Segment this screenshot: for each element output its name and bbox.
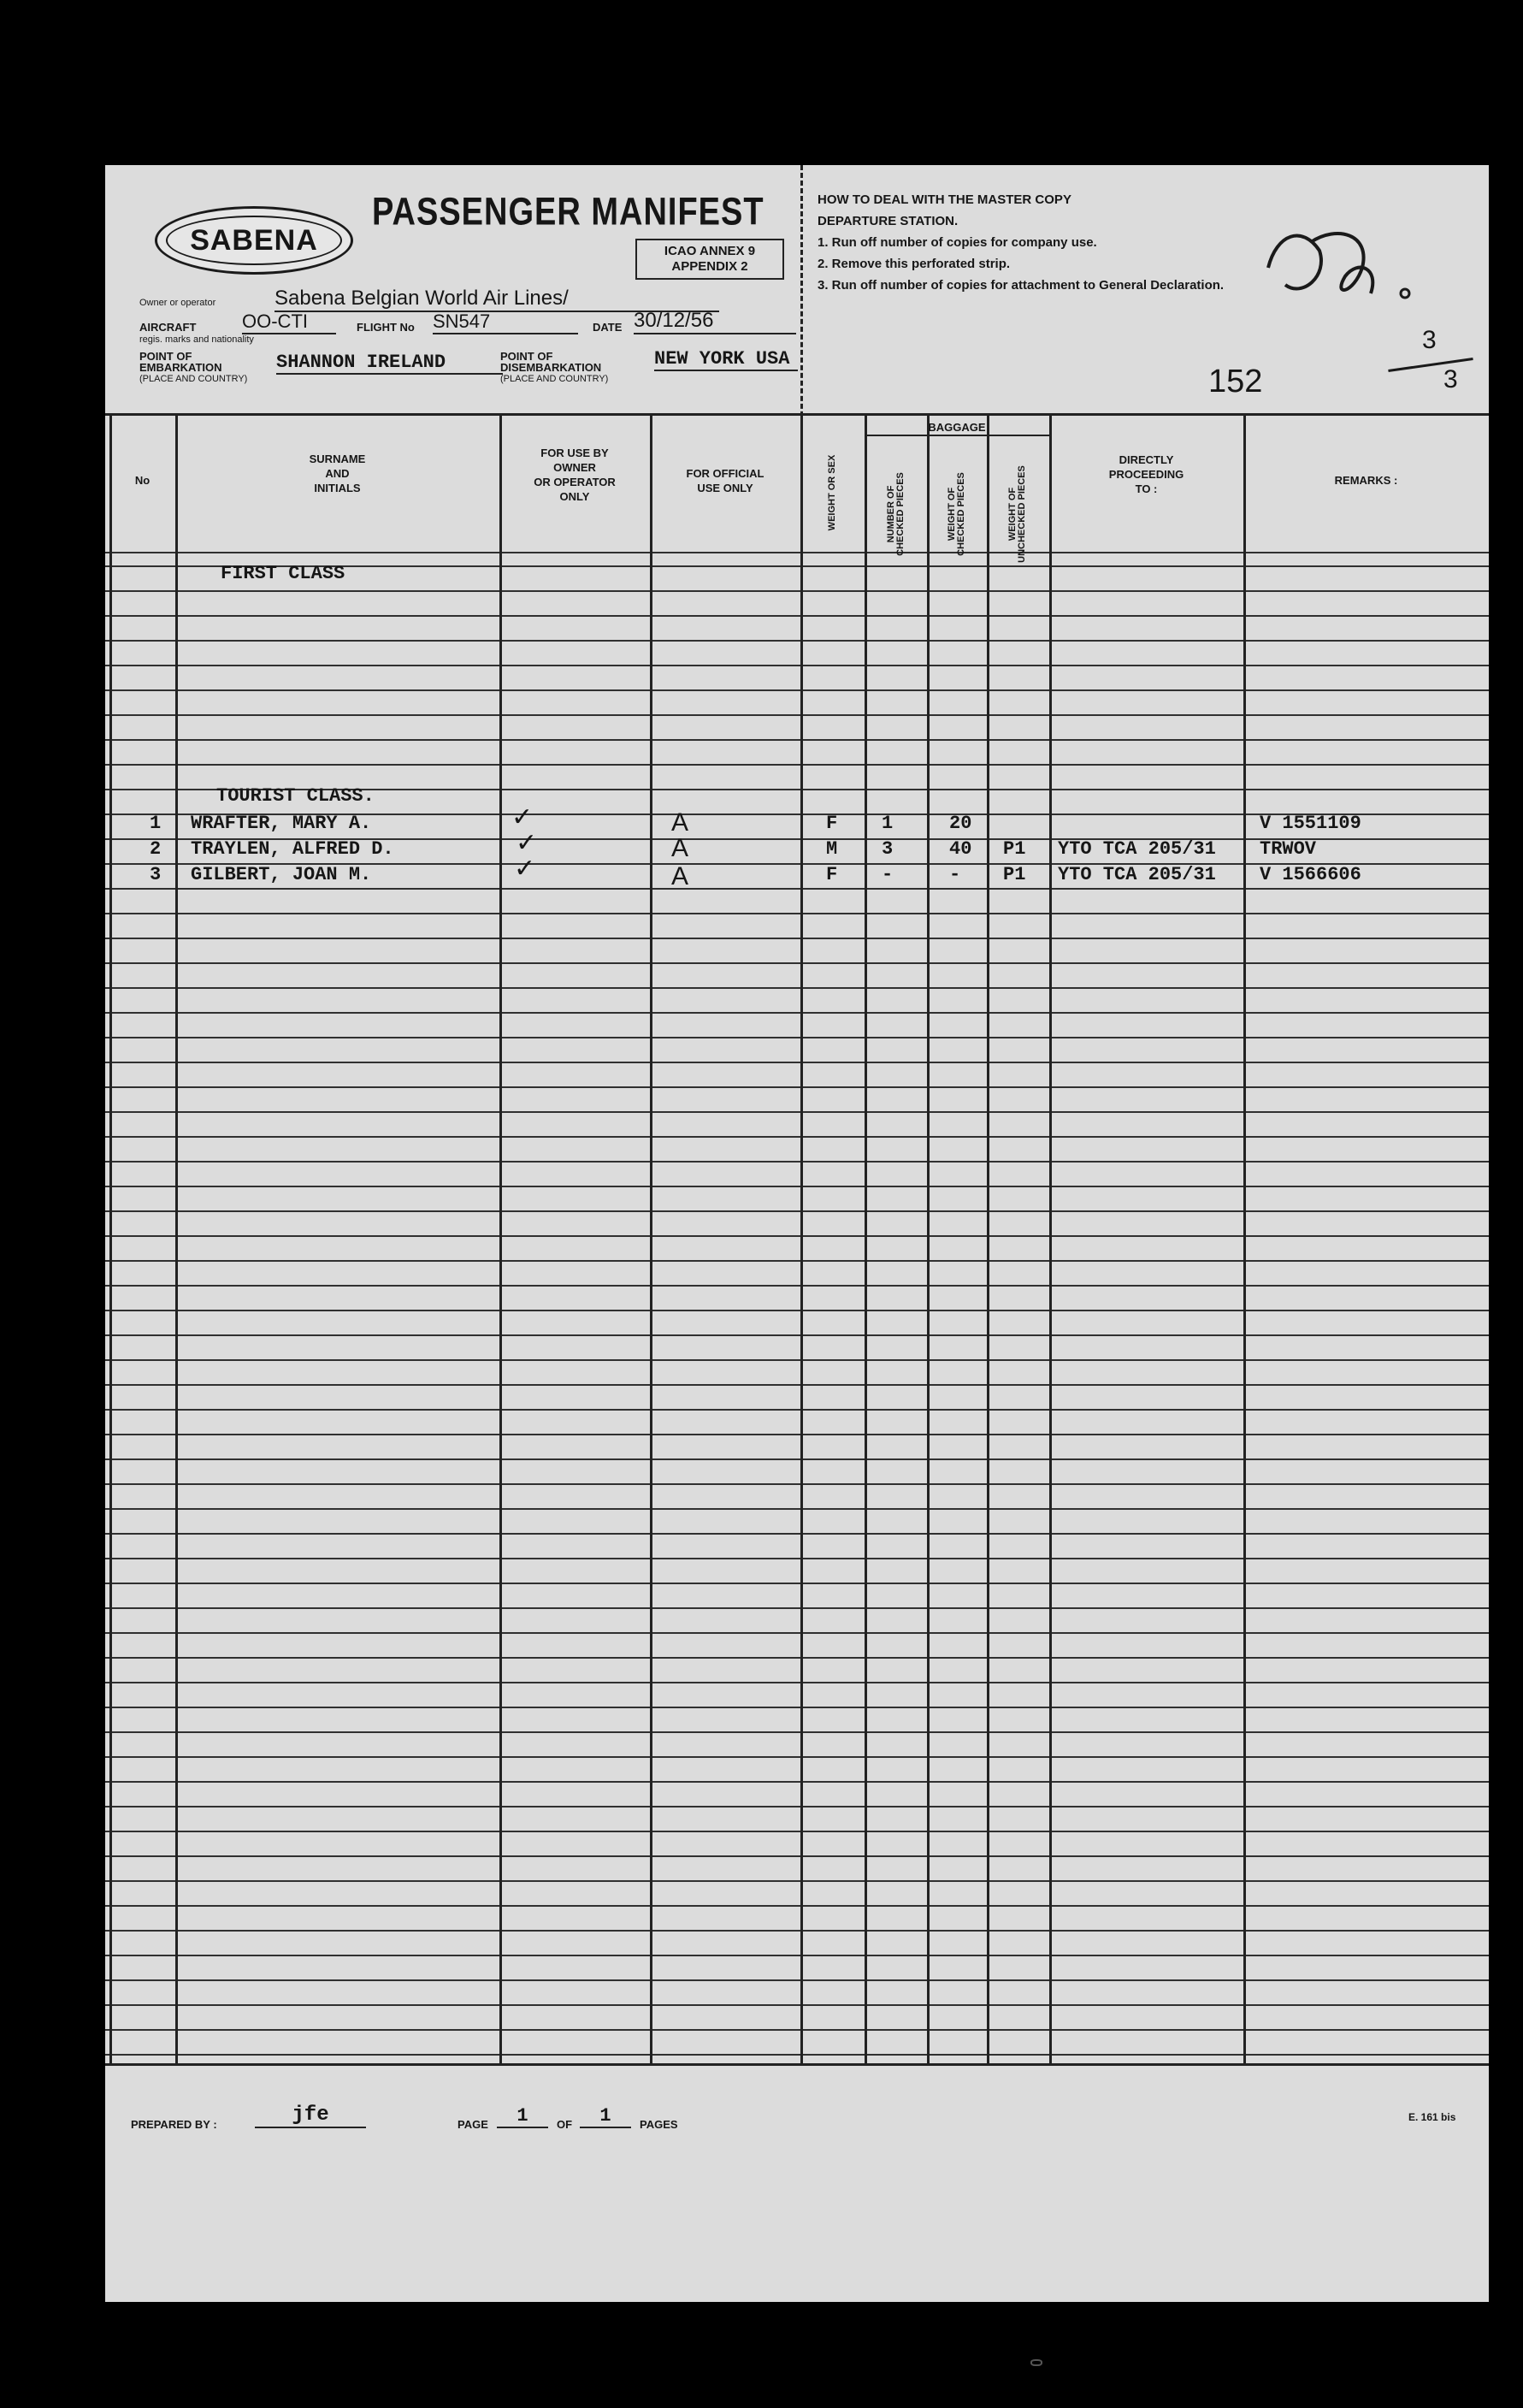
passenger-no: 1 — [150, 813, 162, 834]
fraction-bottom: 3 — [1443, 365, 1458, 393]
col-line-sex — [865, 413, 867, 2063]
table-row-line — [105, 552, 1489, 553]
col-header-proceeding — [1049, 453, 1243, 496]
table-row-line — [105, 1310, 1489, 1311]
owner-header-line-4: ONLY — [559, 490, 590, 503]
aircraft-sublabel: regis. marks and nationality — [139, 334, 254, 345]
table-row-line — [105, 1880, 1489, 1882]
col-line-pieces — [927, 413, 930, 2063]
disembarkation-value: NEW YORK USA — [654, 348, 798, 371]
pages-label: PAGES — [640, 2118, 678, 2131]
table-row-line — [105, 1707, 1489, 1708]
col-header-remarks: REMARKS : — [1334, 474, 1398, 487]
col-line-proceeding — [1243, 413, 1246, 2063]
page-number-annotation: 152 — [1208, 364, 1263, 399]
fraction-top: 3 — [1422, 326, 1437, 354]
passenger-remarks: V 1551109 — [1260, 813, 1361, 834]
table-row-line — [105, 913, 1489, 914]
table-row-line — [105, 1111, 1489, 1113]
embarkation-label-1: POINT OF — [139, 350, 192, 363]
footer-border — [105, 2063, 1489, 2066]
of-label: OF — [557, 2118, 573, 2131]
owner-value: Sabena Belgian World Air Lines/ — [274, 287, 719, 312]
of-value: 1 — [580, 2105, 631, 2128]
embarkation-sublabel: (PLACE AND COUNTRY) — [139, 374, 248, 384]
passenger-checked-weight: - — [949, 864, 961, 885]
table-row-line — [105, 1012, 1489, 1014]
passenger-proceeding: YTO TCA 205/31 — [1058, 864, 1216, 885]
owner-header-line-2: OWNER — [553, 461, 596, 474]
table-row-line — [105, 739, 1489, 741]
table-row-line — [105, 1533, 1489, 1535]
passenger-remarks: V 1566606 — [1260, 864, 1361, 885]
official-mark: A — [671, 808, 689, 837]
table-row-line — [105, 1409, 1489, 1411]
table-row-line — [105, 714, 1489, 716]
table-row-line — [105, 1483, 1489, 1485]
table-row-line — [105, 987, 1489, 989]
aircraft-value: OO-CTI — [242, 311, 336, 334]
official-header-line-2: USE ONLY — [697, 482, 753, 494]
official-mark: A — [671, 862, 689, 890]
table-row-line — [105, 1682, 1489, 1683]
handwritten-initials-mark — [1251, 216, 1422, 311]
col-line-surname — [499, 413, 502, 2063]
form-code: E. 161 bis — [1408, 2111, 1456, 2123]
passenger-remarks: TRWOV — [1260, 838, 1317, 860]
table-row-line — [105, 1930, 1489, 1932]
passenger-checked-weight: 40 — [949, 838, 972, 860]
surname-header-line-1: SURNAME — [309, 453, 366, 465]
table-row-line — [105, 1632, 1489, 1634]
table-row-line — [105, 1558, 1489, 1559]
table-row-line — [105, 1210, 1489, 1212]
table-row-line — [105, 1384, 1489, 1386]
surname-header-line-2: AND — [325, 467, 350, 480]
passenger-unchecked: P1 — [1003, 838, 1026, 860]
flight-label: FLIGHT No — [357, 321, 415, 334]
sabena-logo-text: SABENA — [166, 216, 342, 265]
table-row-line — [105, 1955, 1489, 1956]
col-header-weight-unchecked: WEIGHT OF UNCHECKED PIECES — [1007, 465, 1027, 563]
col-header-no: No — [134, 474, 151, 487]
table-row-line — [105, 1260, 1489, 1262]
annex-line-1: ICAO ANNEX 9 — [664, 244, 756, 258]
owner-header-line-1: FOR USE BY — [540, 447, 609, 459]
official-mark: A — [671, 834, 689, 862]
table-row-line — [105, 938, 1489, 939]
owner-check-mark: ✓ — [514, 855, 536, 883]
fraction-bar — [1388, 358, 1473, 372]
table-row-line — [105, 2029, 1489, 2031]
owner-check-mark: ✓ — [516, 829, 538, 857]
scan-speck — [1030, 2359, 1042, 2366]
instructions-heading-2: DEPARTURE STATION. — [818, 214, 959, 228]
passenger-no: 3 — [150, 864, 162, 885]
table-row-line — [105, 1979, 1489, 1981]
passenger-checked-pieces: 3 — [882, 838, 894, 860]
table-row-line — [105, 689, 1489, 691]
table-row-line — [105, 1285, 1489, 1287]
page-value: 1 — [497, 2105, 548, 2128]
table-row-line — [105, 1831, 1489, 1832]
col-header-surname — [175, 452, 499, 495]
passenger-name: WRAFTER, MARY A. — [191, 813, 372, 834]
table-row-line — [105, 1161, 1489, 1163]
table-row-line — [105, 888, 1489, 890]
prepared-by-value: jfe — [255, 2103, 366, 2128]
passenger-checked-pieces: - — [882, 864, 894, 885]
table-row-line — [105, 2054, 1489, 2056]
proceeding-header-line-2: PROCEEDING — [1108, 468, 1184, 481]
table-row-line — [105, 962, 1489, 964]
embarkation-label-2: EMBARKATION — [139, 361, 222, 374]
table-row-line — [105, 1756, 1489, 1758]
table-row-line — [105, 1607, 1489, 1609]
table-row-line — [105, 1037, 1489, 1038]
passenger-no: 2 — [150, 838, 162, 860]
table-row-line — [105, 640, 1489, 642]
icao-annex-box — [635, 239, 784, 280]
table-row-line — [105, 1186, 1489, 1187]
passenger-sex: F — [826, 864, 838, 885]
section-first-class: FIRST CLASS — [221, 563, 345, 584]
aircraft-label: AIRCRAFT — [139, 321, 197, 334]
table-row-line — [105, 2004, 1489, 2006]
table-row-line — [105, 1781, 1489, 1783]
disembarkation-label-2: DISEMBARKATION — [500, 361, 602, 374]
sabena-logo — [155, 206, 353, 275]
table-row-line — [105, 1806, 1489, 1807]
passenger-unchecked: P1 — [1003, 864, 1026, 885]
table-row-line — [105, 615, 1489, 617]
table-row-line — [105, 1905, 1489, 1907]
owner-header-line-3: OR OPERATOR — [534, 476, 616, 488]
surname-header-line-3: INITIALS — [314, 482, 361, 494]
table-row-line — [105, 1458, 1489, 1460]
passenger-proceeding: YTO TCA 205/31 — [1058, 838, 1216, 860]
col-line-no — [175, 413, 178, 2063]
flight-value: SN547 — [433, 311, 578, 334]
owner-check-mark: ✓ — [511, 803, 534, 831]
col-header-baggage: BAGGAGE — [865, 420, 1049, 436]
disembarkation-label-1: POINT OF — [500, 350, 553, 363]
table-row-line — [105, 1235, 1489, 1237]
proceeding-header-line-1: DIRECTLY — [1119, 453, 1174, 466]
col-line-weight — [987, 413, 989, 2063]
date-label: DATE — [593, 321, 623, 334]
col-line-official — [800, 413, 803, 2063]
official-header-line-1: FOR OFFICIAL — [686, 467, 764, 480]
col-header-official — [650, 466, 800, 495]
passenger-name: TRAYLEN, ALFRED D. — [191, 838, 394, 860]
table-row-line — [105, 1508, 1489, 1510]
col-line-unchecked — [1049, 413, 1052, 2063]
col-line-owner — [650, 413, 652, 2063]
disembarkation-sublabel: (PLACE AND COUNTRY) — [500, 374, 609, 384]
table-row-line — [105, 1583, 1489, 1584]
manifest-title: PASSENGER MANIFEST — [372, 191, 764, 234]
table-row-line — [105, 1657, 1489, 1659]
table-row-line — [105, 590, 1489, 592]
table-row-line — [105, 1855, 1489, 1857]
table-row-line — [105, 1731, 1489, 1733]
proceeding-header-line-3: TO : — [1135, 482, 1158, 495]
table-row-line — [105, 1136, 1489, 1138]
instructions-step-1: 1. Run off number of copies for company use. — [818, 235, 1097, 250]
col-header-num-checked: NUMBER OF CHECKED PIECES — [886, 472, 906, 556]
passenger-checked-weight: 20 — [949, 813, 972, 834]
col-header-owner — [499, 446, 650, 504]
date-value: 30/12/56 — [634, 309, 796, 334]
table-row-line — [105, 1334, 1489, 1336]
instructions-step-3: 3. Run off number of copies for attachment to General Declaration. — [818, 278, 1225, 293]
passenger-checked-pieces: 1 — [882, 813, 894, 834]
page-label: PAGE — [457, 2118, 488, 2131]
owner-label: Owner or operator — [139, 298, 216, 308]
table-row-line — [105, 1359, 1489, 1361]
section-tourist-class: TOURIST CLASS. — [216, 785, 375, 807]
table-row-line — [105, 665, 1489, 666]
table-row-line — [105, 1086, 1489, 1088]
table-row-line — [105, 764, 1489, 766]
table-row-line — [105, 1062, 1489, 1063]
manifest-sheet — [105, 165, 1489, 2302]
prepared-by-label: PREPARED BY : — [131, 2118, 217, 2131]
passenger-sex: M — [826, 838, 838, 860]
passenger-sex: F — [826, 813, 838, 834]
table-top-border — [105, 413, 1489, 416]
annex-line-2: APPENDIX 2 — [671, 259, 748, 274]
col-header-weight-sex: WEIGHT OR SEX — [827, 454, 837, 531]
col-header-weight-checked: WEIGHT OF CHECKED PIECES — [947, 472, 966, 556]
col-line-left — [109, 413, 112, 2063]
table-row-line — [105, 1434, 1489, 1435]
instructions-heading-1: HOW TO DEAL WITH THE MASTER COPY — [818, 192, 1071, 207]
instructions-step-2: 2. Remove this perforated strip. — [818, 257, 1011, 271]
embarkation-value: SHANNON IRELAND — [276, 352, 503, 375]
passenger-name: GILBERT, JOAN M. — [191, 864, 372, 885]
